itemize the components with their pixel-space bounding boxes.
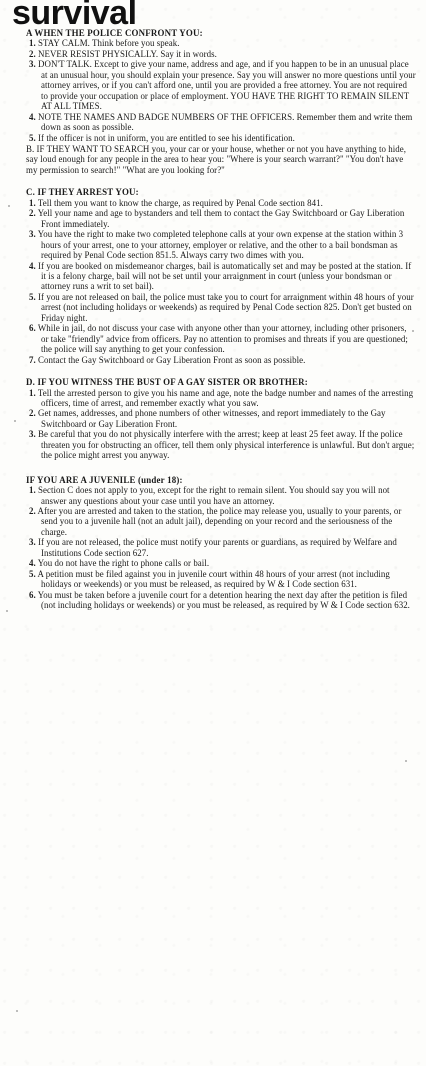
item-number: 2.: [29, 506, 36, 517]
item-text: After you are arrested and taken to the station, the police may release you, usually to your parents, or send you to a juvenile hall (not an adult jail), depending on your record and the seriousness of the charge.: [37, 506, 402, 537]
item-number: 4.: [29, 558, 36, 569]
print-speck: [14, 420, 16, 422]
section-c-item: [26, 355, 416, 365]
item-number: 3.: [29, 537, 36, 548]
section-b-paragraph: B. IF THEY WANT TO SEARCH you, your car or your house, whether or not you have anything to hide, say loud enough for any people in the area to hear you: "Where is your search warrant?" "You don't have my permission to search!" "What are you looking for?": [26, 143, 407, 175]
item-text: If you are booked on misdemeanor charges, bail is automatically set and may be posted at the station. If it is a felony charge, bail will not be set until your arraignment in court (unless your bondsman or attorney runs a writ to set bail).: [38, 260, 412, 292]
item-number: 7.: [29, 354, 36, 365]
print-speck: [412, 330, 414, 332]
section-juvenile-item: [26, 537, 416, 558]
item-number: 2.: [29, 408, 36, 419]
section-d-heading: D. IF YOU WITNESS THE BUST OF A GAY SISTER OR BROTHER:: [26, 377, 308, 388]
item-text: A petition must be filed against you in juvenile court within 48 hours of your arrest (not including holidays or weekends) or you must be released, as required by W & I Code section 631.: [37, 568, 390, 590]
item-number: 6.: [29, 323, 36, 334]
item-number: 1.: [29, 197, 36, 208]
item-number: 2.: [29, 48, 36, 59]
section-a-item: [26, 59, 416, 111]
section-juvenile-list: [26, 485, 416, 610]
print-speck: [8, 205, 10, 207]
section-juvenile-heading: IF YOU ARE A JUVENILE (under 18):: [26, 474, 183, 485]
item-number: 1.: [29, 485, 36, 496]
section-c-list: [26, 198, 416, 365]
section-d-item: [26, 408, 416, 429]
section-a-item: [26, 112, 416, 133]
item-text: Tell the arrested person to give you his name and age, note the badge number and names of the arresting officers, time of arrest, and remember exactly what you saw.: [37, 387, 414, 408]
section-juvenile-item: [26, 569, 416, 590]
item-text: STAY CALM. Think before you speak.: [38, 38, 180, 49]
item-text: Contact the Gay Switchboard or Gay Liberation Front as soon as possible.: [38, 354, 306, 365]
page-title: survival: [12, 0, 137, 32]
section-c-item: [26, 292, 416, 323]
item-number: 5.: [29, 568, 36, 579]
section-a-heading: A WHEN THE POLICE CONFRONT YOU:: [26, 28, 203, 38]
item-number: 2.: [29, 208, 36, 219]
section-juvenile-item: [26, 506, 416, 537]
section-a-list: [26, 38, 416, 143]
section-d-item: [26, 388, 416, 409]
item-number: 3.: [29, 429, 36, 440]
item-number: 5.: [29, 291, 36, 302]
item-text: You have the right to make two completed telephone calls at your own expense at the station within 3 hours of your arrest, one to your attorney, employer or relative, and the other to a bail bondsman as required by Penal Code section 851.5. Always carry two dimes with you.: [37, 229, 404, 261]
item-text: If the officer is not in uniform, you are entitled to see his identification.: [38, 132, 295, 143]
section-a-item: [26, 38, 416, 48]
article-body: [26, 28, 416, 611]
item-number: 6.: [29, 589, 36, 600]
item-number: 1.: [29, 387, 36, 398]
print-speck: [6, 610, 8, 612]
section-c-item: [26, 229, 416, 260]
item-text: If you are not released on bail, the police must take you to court for arraignment within 48 hours of your arrest (not including holidays or weekends) as required by Penal Code section 825. Don't get busted on Friday night.: [38, 291, 414, 323]
item-text: DON'T TALK. Except to give your name, address and age, and if you happen to be in an unusual place at an unusual hour, you should explain your presence. Say you will answer no more questions until your attorney arrives, or if you can't afford one, until you are provided a free attorney. You are not required to provide your occupation or place of employment. YOU HAVE THE RIGHT TO REMAIN SILENT AT ALL TIMES.: [38, 59, 416, 112]
section-d-list: [26, 388, 416, 461]
section-c-heading: C. IF THEY ARREST YOU:: [26, 187, 139, 198]
item-text: Section C does not apply to you, except for the right to remain silent. You should say you will not answer any questions about your case until you have an attorney.: [38, 485, 390, 506]
section-c-item: [26, 323, 416, 354]
item-text: Be careful that you do not physically interfere with the arrest; keep at least 25 feet away. If the police threaten you for obstructing an officer, tell them only physical interference is unlawful. But don't argue; the police might arrest you anyway.: [38, 429, 415, 461]
section-juvenile-item: [26, 590, 416, 611]
section-a-item: [26, 49, 416, 59]
item-text: While in jail, do not discuss your case with anyone other than your attorney, including other prisoners, or take "friendly" advice from officers. Pay no attention to promises and threats if you are questioned; the police will say anything to get your confession.: [37, 323, 408, 355]
item-text: Get names, addresses, and phone numbers of other witnesses, and report immediately to the Gay Switchboard or Gay Liberation Front.: [38, 408, 386, 429]
item-number: 3.: [29, 229, 36, 240]
section-juvenile-item: [26, 558, 416, 568]
item-number: 4.: [29, 111, 36, 122]
item-text: You do not have the right to phone calls or bail.: [37, 558, 210, 569]
section-d-item: [26, 429, 416, 460]
item-text: NEVER RESIST PHYSICALLY. Say it in words.: [38, 48, 217, 59]
item-text: You must be taken before a juvenile court for a detention hearing the next day after the petition is filed (not including holidays or weekends) or you must be released, as required by W & I Code section 632.: [37, 589, 410, 611]
section-a-item: [26, 133, 416, 143]
section-c-item: [26, 198, 416, 208]
item-number: 4.: [29, 260, 36, 271]
section-juvenile-item: [26, 485, 416, 506]
item-text: Yell your name and age to bystanders and tell them to contact the Gay Switchboard or Gay Liberation Front immediately.: [37, 208, 405, 229]
item-number: 1.: [29, 38, 36, 49]
item-text: Tell them you want to know the charge, as required by Penal Code section 841.: [37, 197, 323, 208]
section-c-item: [26, 208, 416, 229]
item-text: If you are not released, the police must notify your parents or guardians, as required by Welfare and Institutions Code section 627.: [38, 537, 397, 558]
item-text: NOTE THE NAMES AND BADGE NUMBERS OF THE OFFICERS. Remember them and write them down as soon as possible.: [38, 111, 413, 133]
print-speck: [405, 760, 407, 762]
section-c-item: [26, 261, 416, 292]
print-speck: [16, 1010, 18, 1012]
item-number: 5.: [29, 132, 36, 143]
item-number: 3.: [29, 59, 36, 70]
